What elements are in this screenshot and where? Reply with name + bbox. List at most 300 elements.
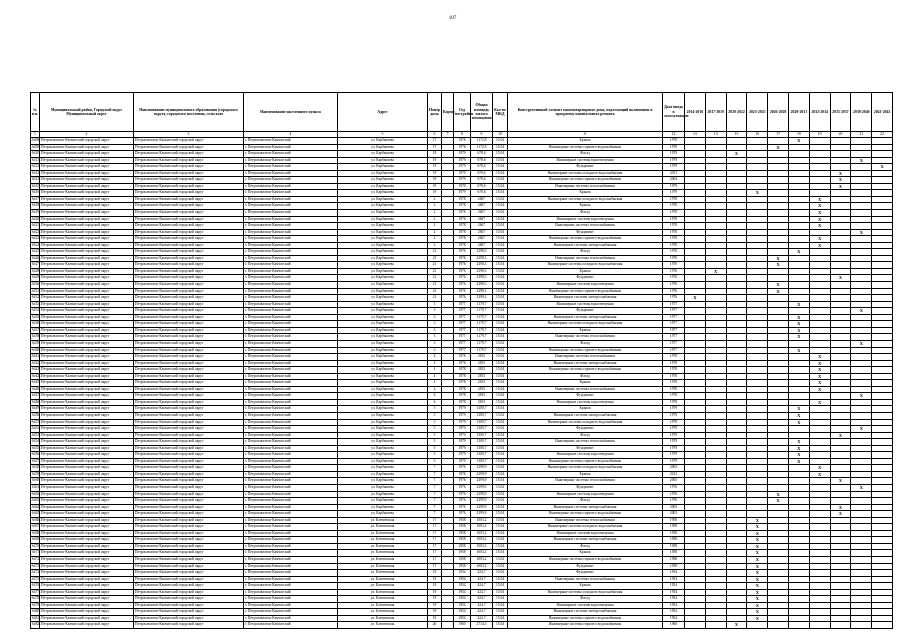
address-cell: ул. Карбышева bbox=[338, 262, 428, 269]
mkd-count-cell: 15.04 bbox=[493, 504, 508, 511]
row-number: 6421 bbox=[31, 223, 40, 230]
period-cell: X bbox=[809, 354, 830, 361]
address-cell: ул. Карбышева bbox=[338, 170, 428, 177]
area-cell: 424,7 bbox=[471, 589, 493, 596]
row-number: 6430 bbox=[31, 282, 40, 289]
house-number-cell: 7 bbox=[428, 484, 442, 491]
mkd-count-cell: 15.04 bbox=[493, 210, 508, 217]
district-cell: Петропавловск-Камчатский городской округ bbox=[40, 327, 134, 334]
district-cell: Петропавловск-Камчатский городской округ bbox=[40, 347, 134, 354]
element-cell: Крыша bbox=[508, 268, 663, 275]
row-number: 6416 bbox=[31, 190, 40, 197]
house-number-cell: 7 bbox=[428, 465, 442, 472]
mkd-count-cell: 15.04 bbox=[493, 275, 508, 282]
house-number-cell: 2 bbox=[428, 229, 442, 236]
year-cell: 1979 bbox=[454, 157, 471, 164]
house-number-cell: 17 bbox=[428, 550, 442, 557]
area-cell: 1003,2 bbox=[471, 543, 493, 550]
mkd-count-cell: 15.04 bbox=[493, 517, 508, 524]
column-number: 19 bbox=[809, 132, 830, 138]
area-cell: 678,6 bbox=[471, 164, 493, 171]
element-cell: Инженерные системы горячего водоснабжения bbox=[508, 347, 663, 354]
house-number-cell: 2 bbox=[428, 203, 442, 210]
district-cell: Петропавловск-Камчатский городской округ bbox=[40, 471, 134, 478]
date-cell: 1958 bbox=[663, 563, 685, 570]
municipality-cell: Петропавловск-Камчатский городской округ bbox=[134, 537, 244, 544]
house-number-cell: 5 bbox=[428, 432, 442, 439]
year-cell: 1978 bbox=[454, 360, 471, 367]
period-cell: X bbox=[809, 380, 830, 387]
district-cell: Петропавловск-Камчатский городской округ bbox=[40, 138, 134, 145]
district-cell: Петропавловск-Камчатский городской округ bbox=[40, 242, 134, 249]
house-number-cell: 2 bbox=[428, 216, 442, 223]
period-cell: X bbox=[747, 576, 768, 583]
date-cell: 1976 bbox=[663, 249, 685, 256]
address-cell: ул. Карбышева bbox=[338, 340, 428, 347]
period-cell: X bbox=[726, 151, 747, 158]
table-row bbox=[31, 622, 893, 629]
element-cell: Инженерные системы холодного водоснабжения bbox=[508, 170, 663, 177]
date-cell: 1977 bbox=[663, 327, 685, 334]
area-cell: 2399,9 bbox=[471, 491, 493, 498]
element-cell: Фундамент bbox=[508, 275, 663, 282]
column-header: 2020-2022 bbox=[726, 93, 747, 132]
address-cell: ул. Карбышева bbox=[338, 216, 428, 223]
house-number-cell: 21 bbox=[428, 268, 442, 275]
column-number: 16 bbox=[747, 132, 768, 138]
column-header: Год постройки bbox=[454, 93, 471, 132]
address-cell: ул. Ключевская bbox=[338, 609, 428, 616]
locality-cell: г. Петропавловск-Камчатский bbox=[244, 589, 338, 596]
year-cell: 1958 bbox=[454, 517, 471, 524]
date-cell: 1978 bbox=[663, 216, 685, 223]
year-cell: 1954 bbox=[454, 596, 471, 603]
municipality-cell: Петропавловск-Камчатский городской округ bbox=[134, 471, 244, 478]
address-cell: ул. Карбышева bbox=[338, 327, 428, 334]
locality-cell: г. Петропавловск-Камчатский bbox=[244, 354, 338, 361]
municipality-cell: Петропавловск-Камчатский городской округ bbox=[134, 563, 244, 570]
district-cell: Петропавловск-Камчатский городской округ bbox=[40, 491, 134, 498]
year-cell: 1976 bbox=[454, 295, 471, 302]
element-cell: Крыша bbox=[508, 550, 663, 557]
date-cell: 1958 bbox=[663, 530, 685, 537]
address-cell: ул. Карбышева bbox=[338, 478, 428, 485]
district-cell: Петропавловск-Камчатский городской округ bbox=[40, 484, 134, 491]
district-cell: Петропавловск-Камчатский городской округ bbox=[40, 550, 134, 557]
element-cell: Фасад bbox=[508, 596, 663, 603]
locality-cell: г. Петропавловск-Камчатский bbox=[244, 282, 338, 289]
mkd-count-cell: 15.04 bbox=[493, 386, 508, 393]
date-cell: 1954 bbox=[663, 596, 685, 603]
house-number-cell: 19 bbox=[428, 589, 442, 596]
period-cell: X bbox=[747, 524, 768, 531]
row-number: 6438 bbox=[31, 334, 40, 341]
date-cell: 1976 bbox=[663, 262, 685, 269]
municipality-cell: Петропавловск-Камчатский городской округ bbox=[134, 249, 244, 256]
year-cell: 1977 bbox=[454, 321, 471, 328]
locality-cell: г. Петропавловск-Камчатский bbox=[244, 570, 338, 577]
address-cell: ул. Карбышева bbox=[338, 393, 428, 400]
element-cell: Инженерные системы горячего водоснабжения bbox=[508, 236, 663, 243]
repair-schedule-table bbox=[30, 92, 893, 629]
year-cell: 1979 bbox=[454, 177, 471, 184]
locality-cell: г. Петропавловск-Камчатский bbox=[244, 615, 338, 622]
period-cell: X bbox=[768, 282, 789, 289]
element-cell: Инженерные системы горячего водоснабжения bbox=[508, 615, 663, 622]
date-cell: 1976 bbox=[663, 295, 685, 302]
house-number-cell: 19 bbox=[428, 190, 442, 197]
year-cell: 1977 bbox=[454, 334, 471, 341]
district-cell: Петропавловск-Камчатский городской округ bbox=[40, 321, 134, 328]
district-cell: Петропавловск-Камчатский городской округ bbox=[40, 609, 134, 616]
area-cell: 424,7 bbox=[471, 583, 493, 590]
locality-cell: г. Петропавловск-Камчатский bbox=[244, 530, 338, 537]
house-number-cell: 4 bbox=[428, 399, 442, 406]
house-number-cell: 7 bbox=[428, 511, 442, 518]
locality-cell: г. Петропавловск-Камчатский bbox=[244, 183, 338, 190]
district-cell: Петропавловск-Камчатский городской округ bbox=[40, 393, 134, 400]
column-header: 2017-2019 bbox=[705, 93, 726, 132]
column-number: 8 bbox=[454, 132, 471, 138]
date-cell: 1977 bbox=[663, 334, 685, 341]
row-number: 6455 bbox=[31, 445, 40, 452]
municipality-cell: Петропавловск-Камчатский городской округ bbox=[134, 275, 244, 282]
element-cell: Инженерные системы водоотведения bbox=[508, 157, 663, 164]
element-cell: Фасад bbox=[508, 340, 663, 347]
period-cell: X bbox=[747, 190, 768, 197]
locality-cell: г. Петропавловск-Камчатский bbox=[244, 327, 338, 334]
column-number: 18 bbox=[788, 132, 809, 138]
area-cell: 2667 bbox=[471, 196, 493, 203]
table-header-row bbox=[31, 93, 893, 132]
area-cell: 1179,7 bbox=[471, 308, 493, 315]
district-cell: Петропавловск-Камчатский городской округ bbox=[40, 262, 134, 269]
element-cell: Инженерные системы электроснабжения bbox=[508, 537, 663, 544]
row-number: 6437 bbox=[31, 327, 40, 334]
municipality-cell: Петропавловск-Камчатский городской округ bbox=[134, 183, 244, 190]
address-cell: ул. Ключевская bbox=[338, 537, 428, 544]
period-cell: X bbox=[747, 609, 768, 616]
date-cell: 2003 bbox=[663, 478, 685, 485]
area-cell: 2399,9 bbox=[471, 465, 493, 472]
year-cell: 1978 bbox=[454, 386, 471, 393]
area-cell: 1300,7 bbox=[471, 419, 493, 426]
address-cell: ул. Ключевская bbox=[338, 576, 428, 583]
period-cell: X bbox=[705, 268, 726, 275]
area-cell: 2813 bbox=[471, 393, 493, 400]
element-cell: Фасад bbox=[508, 432, 663, 439]
year-cell: 1979 bbox=[454, 164, 471, 171]
locality-cell: г. Петропавловск-Камчатский bbox=[244, 268, 338, 275]
row-number: 6428 bbox=[31, 268, 40, 275]
year-cell: 1954 bbox=[454, 609, 471, 616]
address-cell: ул. Карбышева bbox=[338, 177, 428, 184]
mkd-count-cell: 15.04 bbox=[493, 399, 508, 406]
element-cell: Инженерные системы холодного водоснабжения bbox=[508, 321, 663, 328]
date-cell: 1976 bbox=[663, 491, 685, 498]
column-header: 2038-2040 bbox=[851, 93, 872, 132]
municipality-cell: Петропавловск-Камчатский городской округ bbox=[134, 210, 244, 217]
district-cell: Петропавловск-Камчатский городской округ bbox=[40, 511, 134, 518]
year-cell: 1958 bbox=[454, 557, 471, 564]
address-cell: ул. Карбышева bbox=[338, 491, 428, 498]
column-number: 17 bbox=[768, 132, 789, 138]
mkd-count-cell: 15.04 bbox=[493, 419, 508, 426]
municipality-cell: Петропавловск-Камчатский городской округ bbox=[134, 439, 244, 446]
period-cell: X bbox=[809, 210, 830, 217]
address-cell: ул. Карбышева bbox=[338, 314, 428, 321]
mkd-count-cell: 15.04 bbox=[493, 308, 508, 315]
year-cell: 1978 bbox=[454, 210, 471, 217]
mkd-count-cell: 15.04 bbox=[493, 242, 508, 249]
column-header: 2032-2034 bbox=[809, 93, 830, 132]
date-cell: 1954 bbox=[663, 615, 685, 622]
period-cell: X bbox=[768, 255, 789, 262]
house-number-cell: 3 bbox=[428, 327, 442, 334]
locality-cell: г. Петропавловск-Камчатский bbox=[244, 543, 338, 550]
area-cell: 1003,2 bbox=[471, 530, 493, 537]
date-cell: 1976 bbox=[663, 268, 685, 275]
municipality-cell: Петропавловск-Камчатский городской округ bbox=[134, 609, 244, 616]
address-cell: ул. Ключевская bbox=[338, 517, 428, 524]
area-cell: 2399,9 bbox=[471, 478, 493, 485]
municipality-cell: Петропавловск-Камчатский городской округ bbox=[134, 570, 244, 577]
column-header: Корпус bbox=[442, 93, 454, 132]
district-cell: Петропавловск-Камчатский городской округ bbox=[40, 524, 134, 531]
period-cell bbox=[872, 622, 893, 629]
house-number-cell: 5 bbox=[428, 406, 442, 413]
locality-cell: г. Петропавловск-Камчатский bbox=[244, 347, 338, 354]
row-number: 6481 bbox=[31, 615, 40, 622]
row-number: 6441 bbox=[31, 354, 40, 361]
municipality-cell: Петропавловск-Камчатский городской округ bbox=[134, 190, 244, 197]
mkd-count-cell: 15.04 bbox=[493, 170, 508, 177]
locality-cell: г. Петропавловск-Камчатский bbox=[244, 550, 338, 557]
row-number: 6464 bbox=[31, 504, 40, 511]
element-cell: Инженерные системы теплоснабжения bbox=[508, 354, 663, 361]
area-cell: 1300,7 bbox=[471, 445, 493, 452]
house-number-cell: 5 bbox=[428, 452, 442, 459]
locality-cell: г. Петропавловск-Камчатский bbox=[244, 151, 338, 158]
column-number: 13 bbox=[685, 132, 706, 138]
area-cell: 424,7 bbox=[471, 609, 493, 616]
row-number: 6460 bbox=[31, 478, 40, 485]
house-number-cell: 17 bbox=[428, 537, 442, 544]
house-number-cell: 2 bbox=[428, 223, 442, 230]
date-cell: 1978 bbox=[663, 373, 685, 380]
row-number: 6463 bbox=[31, 498, 40, 505]
period-cell: X bbox=[788, 301, 809, 308]
period-cell: X bbox=[809, 360, 830, 367]
period-cell: X bbox=[830, 511, 851, 518]
element-cell: Инженерные системы холодного водоснабжения bbox=[508, 589, 663, 596]
date-cell: 1977 bbox=[663, 347, 685, 354]
house-number-cell: 7 bbox=[428, 498, 442, 505]
address-cell: ул. Карбышева bbox=[338, 458, 428, 465]
date-cell: 1978 bbox=[663, 386, 685, 393]
element-cell: Инженерные системы электроснабжения bbox=[508, 295, 663, 302]
element-cell: Инженерные системы водоотведения bbox=[508, 301, 663, 308]
year-cell: 1960 bbox=[454, 622, 471, 629]
district-cell: Петропавловск-Камчатский городской округ bbox=[40, 478, 134, 485]
municipality-cell: Петропавловск-Камчатский городской округ bbox=[134, 530, 244, 537]
element-cell: Фундамент bbox=[508, 229, 663, 236]
date-cell: 1979 bbox=[663, 412, 685, 419]
period-cell: X bbox=[809, 242, 830, 249]
column-number: 7 bbox=[442, 132, 454, 138]
house-number-cell: 2 bbox=[428, 236, 442, 243]
period-cell: X bbox=[809, 386, 830, 393]
locality-cell: г. Петропавловск-Камчатский bbox=[244, 170, 338, 177]
area-cell: 424,7 bbox=[471, 576, 493, 583]
district-cell: Петропавловск-Камчатский городской округ bbox=[40, 589, 134, 596]
locality-cell: г. Петропавловск-Камчатский bbox=[244, 262, 338, 269]
district-cell: Петропавловск-Камчатский городской округ bbox=[40, 380, 134, 387]
year-cell: 1976 bbox=[454, 275, 471, 282]
date-cell: 1979 bbox=[663, 151, 685, 158]
year-cell: 1978 bbox=[454, 236, 471, 243]
district-cell: Петропавловск-Камчатский городской округ bbox=[40, 386, 134, 393]
mkd-count-cell: 15.04 bbox=[493, 412, 508, 419]
municipality-cell: Петропавловск-Камчатский городской округ bbox=[134, 406, 244, 413]
address-cell: ул. Карбышева bbox=[338, 484, 428, 491]
row-number: 6422 bbox=[31, 229, 40, 236]
period-cell: X bbox=[747, 563, 768, 570]
municipality-cell: Петропавловск-Камчатский городской округ bbox=[134, 177, 244, 184]
house-number-cell: 5 bbox=[428, 419, 442, 426]
district-cell: Петропавловск-Камчатский городской округ bbox=[40, 439, 134, 446]
area-cell: 1003,2 bbox=[471, 563, 493, 570]
row-number: 6436 bbox=[31, 321, 40, 328]
district-cell: Петропавловск-Камчатский городской округ bbox=[40, 419, 134, 426]
period-cell: X bbox=[830, 275, 851, 282]
house-number-cell: 21 bbox=[428, 262, 442, 269]
district-cell: Петропавловск-Камчатский городской округ bbox=[40, 223, 134, 230]
municipality-cell: Петропавловск-Камчатский городской округ bbox=[134, 229, 244, 236]
municipality-cell: Петропавловск-Камчатский городской округ bbox=[134, 340, 244, 347]
date-cell: 1976 bbox=[663, 484, 685, 491]
date-cell: 1979 bbox=[663, 445, 685, 452]
column-header: Наименование населенного пункта bbox=[244, 93, 338, 132]
period-cell: X bbox=[685, 295, 706, 302]
address-cell: ул. Карбышева bbox=[338, 275, 428, 282]
element-cell: Инженерные системы горячего водоснабжения bbox=[508, 511, 663, 518]
date-cell: 1978 bbox=[663, 399, 685, 406]
period-cell: X bbox=[768, 288, 789, 295]
municipality-cell: Петропавловск-Камчатский городской округ bbox=[134, 511, 244, 518]
house-number-cell: 3 bbox=[428, 308, 442, 315]
date-cell: 2004 bbox=[663, 177, 685, 184]
date-cell: 2003 bbox=[663, 465, 685, 472]
address-cell: ул. Карбышева bbox=[338, 210, 428, 217]
locality-cell: г. Петропавловск-Камчатский bbox=[244, 465, 338, 472]
period-cell: X bbox=[788, 321, 809, 328]
element-cell: Инженерные системы горячего водоснабжения bbox=[508, 557, 663, 564]
date-cell: 1978 bbox=[663, 223, 685, 230]
row-number: 6411 bbox=[31, 157, 40, 164]
row-number: 6435 bbox=[31, 314, 40, 321]
period-cell: X bbox=[809, 367, 830, 374]
period-cell: X bbox=[788, 412, 809, 419]
locality-cell: г. Петропавловск-Камчатский bbox=[244, 295, 338, 302]
district-cell: Петропавловск-Камчатский городской округ bbox=[40, 354, 134, 361]
row-number: 6440 bbox=[31, 347, 40, 354]
municipality-cell: Петропавловск-Камчатский городской округ bbox=[134, 399, 244, 406]
element-cell: Фасад bbox=[508, 249, 663, 256]
row-number: 6451 bbox=[31, 419, 40, 426]
area-cell: 1179,7 bbox=[471, 301, 493, 308]
mkd-count-cell: 15.04 bbox=[493, 164, 508, 171]
municipality-cell: Петропавловск-Камчатский городской округ bbox=[134, 301, 244, 308]
element-cell: Инженерные системы электроснабжения bbox=[508, 504, 663, 511]
mkd-count-cell: 15.04 bbox=[493, 380, 508, 387]
mkd-count-cell: 15.04 bbox=[493, 288, 508, 295]
period-cell: X bbox=[851, 308, 872, 315]
date-cell: 1979 bbox=[663, 406, 685, 413]
column-header: 2023-2025 bbox=[747, 93, 768, 132]
municipality-cell: Петропавловск-Камчатский городской округ bbox=[134, 445, 244, 452]
period-cell: X bbox=[768, 491, 789, 498]
mkd-count-cell: 15.04 bbox=[493, 268, 508, 275]
row-number: 6479 bbox=[31, 602, 40, 609]
column-number: 20 bbox=[830, 132, 851, 138]
year-cell: 1976 bbox=[454, 288, 471, 295]
period-cell: X bbox=[809, 196, 830, 203]
municipality-cell: Петропавловск-Камчатский городской округ bbox=[134, 596, 244, 603]
address-cell: ул. Карбышева bbox=[338, 242, 428, 249]
area-cell: 424,7 bbox=[471, 596, 493, 603]
date-cell: 1976 bbox=[663, 282, 685, 289]
mkd-count-cell: 15.04 bbox=[493, 596, 508, 603]
element-cell: Инженерные системы электроснабжения bbox=[508, 609, 663, 616]
district-cell: Петропавловск-Камчатский городской округ bbox=[40, 412, 134, 419]
locality-cell: г. Петропавловск-Камчатский bbox=[244, 596, 338, 603]
period-cell: X bbox=[747, 530, 768, 537]
date-cell: 1979 bbox=[663, 452, 685, 459]
period-cell: X bbox=[788, 406, 809, 413]
locality-cell: г. Петропавловск-Камчатский bbox=[244, 484, 338, 491]
year-cell: 1977 bbox=[454, 327, 471, 334]
element-cell: Инженерные системы водоотведения bbox=[508, 282, 663, 289]
period-cell: X bbox=[809, 236, 830, 243]
row-number: 6475 bbox=[31, 576, 40, 583]
row-number: 6447 bbox=[31, 393, 40, 400]
element-cell: Инженерные системы холодного водоснабжения bbox=[508, 262, 663, 269]
period-cell: X bbox=[747, 557, 768, 564]
mkd-count-cell: 15.04 bbox=[493, 498, 508, 505]
element-cell: Фундамент bbox=[508, 164, 663, 171]
area-cell: 1300,7 bbox=[471, 406, 493, 413]
area-cell: 2813 bbox=[471, 354, 493, 361]
date-cell: 1977 bbox=[663, 301, 685, 308]
address-cell: ул. Карбышева bbox=[338, 183, 428, 190]
municipality-cell: Петропавловск-Камчатский городской округ bbox=[134, 164, 244, 171]
row-number: 6482 bbox=[31, 622, 40, 629]
house-number-cell: 19 bbox=[428, 164, 442, 171]
year-cell: 1979 bbox=[454, 412, 471, 419]
mkd-count-cell: 15.04 bbox=[493, 144, 508, 151]
mkd-count-cell: 15.04 bbox=[493, 550, 508, 557]
column-number: 4 bbox=[244, 132, 338, 138]
district-cell: Петропавловск-Камчатский городской округ bbox=[40, 543, 134, 550]
column-header: Адрес bbox=[338, 93, 428, 132]
house-number-cell: 3 bbox=[428, 314, 442, 321]
house-number-cell: 2 bbox=[428, 196, 442, 203]
mkd-count-cell: 15.04 bbox=[493, 373, 508, 380]
row-number: 6444 bbox=[31, 373, 40, 380]
address-cell: ул. Карбышева bbox=[338, 419, 428, 426]
locality-cell: г. Петропавловск-Камчатский bbox=[244, 275, 338, 282]
